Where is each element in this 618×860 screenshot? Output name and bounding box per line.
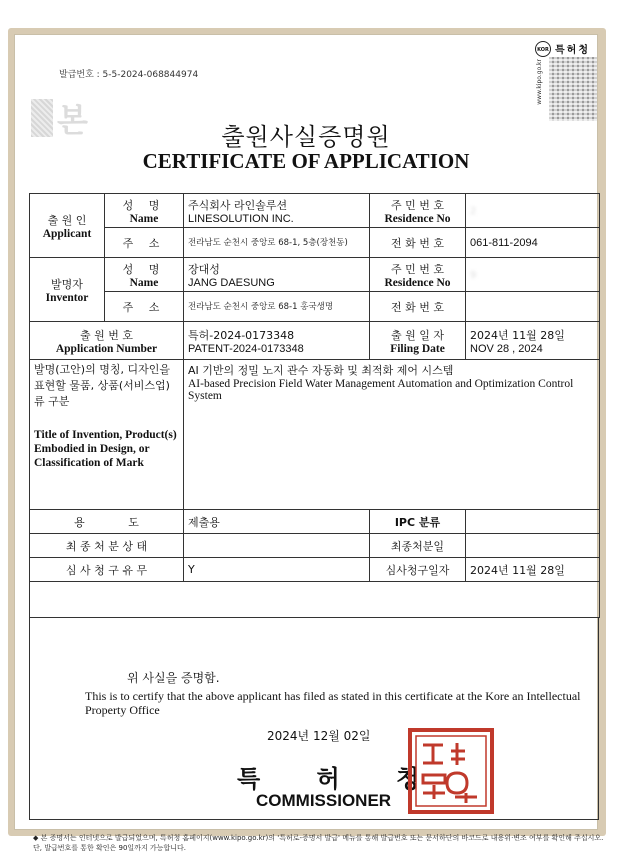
applicant-residence-label-ko: 주 민 번 호: [391, 198, 444, 212]
final-date-value: [466, 534, 600, 558]
inventor-address-value: 전라남도 순천시 중앙로 68-1 홍국생명: [184, 292, 370, 322]
inventor-group-ko: 발명자: [51, 277, 83, 291]
application-number-row: [30, 322, 600, 360]
inventor-name-label: [105, 258, 184, 292]
official-seal-icon: [407, 727, 495, 815]
exam-date-label: 심사청구일자: [370, 558, 466, 582]
certification-date: 2024년 12월 02일: [267, 729, 371, 743]
inventor-phone-value: [466, 292, 600, 322]
applicant-phone-label: 전 화 번 호: [370, 228, 466, 258]
certification-statement-en: This is to certify that the above applicant has filed as stated in this certificate at the Kore an Intellectual Property Office: [85, 689, 581, 717]
purpose-value: 제출용: [184, 510, 370, 534]
application-number-label-ko: 출 원 번 호: [80, 328, 133, 342]
applicant-residence-label: [370, 194, 466, 228]
applicant-address-row: [30, 228, 600, 258]
inventor-group-label: [30, 258, 105, 322]
filing-date-label: [370, 322, 466, 360]
ipc-label: IPC 분류: [370, 510, 466, 534]
purpose-row: [30, 510, 600, 534]
application-number-value: [184, 322, 370, 360]
footnote: ◆ 본 증명서는 인터넷으로 발급되었으며, 특허청 홈페이지(www.kipo.go.kr)의 '특허로-증명서 발급' 메뉴를 통해 발급번호 또는 문서하단의 바코드로 내용위·변조 여부를 확인해 주십시오. 단, 발급번호를 통한 확인은 90일까지 가능합니다.: [33, 834, 604, 852]
qr-agency-label: 특허청: [555, 45, 590, 56]
final-status-value: [184, 534, 370, 558]
filing-date-value: [466, 322, 600, 360]
applicant-group-en: Applicant: [42, 227, 92, 240]
applicant-name-en: LINESOLUTION INC.: [188, 212, 294, 225]
invention-title-en: AI-based Precision Field Water Management Automation and Optimization Control System: [188, 378, 574, 402]
qr-block: [535, 41, 599, 121]
applicant-phone-value: 061-811-2094: [466, 228, 600, 258]
agency-name: 특 허 청: [237, 765, 444, 793]
application-number-en: PATENT-2024-0173348: [188, 342, 304, 355]
commissioner-title: COMMISSIONER: [256, 791, 392, 810]
application-number-label: [30, 322, 184, 360]
applicant-residence-redacted: 2: [470, 206, 477, 217]
applicant-group-label: [30, 194, 105, 258]
qr-url: www.kipo.go.kr: [536, 59, 543, 105]
filing-date-en: NOV 28 , 2024: [470, 342, 543, 355]
applicant-name-value: [184, 194, 370, 228]
inventor-residence-label-ko: 주 민 번 호: [391, 262, 444, 276]
inventor-residence-value: [466, 258, 600, 292]
inventor-name-value: [184, 258, 370, 292]
filing-date-label-ko: 출 원 일 자: [391, 328, 444, 342]
watermark-text: 본: [57, 101, 88, 139]
inventor-name-row: [30, 258, 600, 292]
exam-request-row: [30, 558, 600, 582]
applicant-group-ko: 출 원 인: [47, 213, 87, 227]
invention-title-label-en: Title of Invention, Product(s) Embodied in Design, or Classification of Mark: [34, 429, 177, 469]
invention-title-value: [184, 360, 600, 510]
inventor-residence-redacted: 9: [470, 270, 477, 281]
inventor-group-en: Inventor: [45, 291, 89, 304]
applicant-name-label: [105, 194, 184, 228]
inventor-name-label-en: Name: [129, 276, 159, 289]
inventor-address-row: [30, 292, 600, 322]
inventor-residence-label: [370, 258, 466, 292]
applicant-address-value: 전라남도 순천시 중앙로 68-1, 5층(장천동): [184, 228, 370, 258]
blank-cell: [30, 582, 600, 618]
inventor-residence-label-en: Residence No: [384, 276, 451, 289]
certification-statement-ko: 위 사실을 증명함.: [127, 671, 220, 685]
inventor-name-en: JANG DAESUNG: [188, 276, 275, 289]
applicant-name-label-ko: 성 명: [122, 198, 166, 212]
ipc-value: [466, 510, 600, 534]
applicant-name-ko: 주식회사 라인솔루션: [188, 198, 288, 212]
exam-request-value: Y: [184, 558, 370, 582]
blank-row: [30, 582, 600, 618]
page-title-korean: 출원사실증명원: [221, 123, 391, 151]
inventor-address-label: 주 소: [105, 292, 184, 322]
filing-date-ko: 2024년 11월 28일: [470, 328, 565, 342]
certificate-paper: [14, 34, 604, 852]
exam-date-value: 2024년 11월 28일: [466, 558, 600, 582]
invention-title-label: [30, 360, 184, 510]
final-status-label: 최 종 처 분 상 태: [30, 534, 184, 558]
inventor-name-ko: 장대성: [188, 262, 220, 276]
page-title-english: CERTIFICATE OF APPLICATION: [142, 149, 470, 173]
exam-request-label: 심 사 청 구 유 무: [30, 558, 184, 582]
issue-number: 발급번호 : 5-5-2024-068844974: [59, 70, 199, 80]
filing-date-label-en: Filing Date: [390, 342, 445, 355]
invention-title-label-ko: 발명(고안)의 명칭, 디자인을 표현할 물품, 상품(서비스업)류 구분: [34, 363, 170, 408]
final-status-row: [30, 534, 600, 558]
application-number-label-en: Application Number: [55, 342, 158, 355]
applicant-residence-value: [466, 194, 600, 228]
invention-title-row: [30, 360, 600, 510]
applicant-name-row: [30, 194, 600, 228]
invention-title-ko: AI 기반의 정밀 노지 관수 자동화 및 최적화 제어 시스템: [188, 364, 454, 377]
inventor-name-label-ko: 성 명: [122, 262, 166, 276]
application-number-ko: 특허-2024-0173348: [188, 328, 295, 342]
kor-badge-icon: KOR: [535, 41, 551, 57]
final-date-label: 최종처분일: [370, 534, 466, 558]
application-form-table: [29, 193, 600, 618]
inventor-phone-label: 전 화 번 호: [370, 292, 466, 322]
applicant-residence-label-en: Residence No: [384, 212, 451, 225]
applicant-name-label-en: Name: [129, 212, 159, 225]
purpose-label: 용 도: [30, 510, 184, 534]
qr-code-icon: [549, 57, 597, 121]
applicant-address-label: 주 소: [105, 228, 184, 258]
